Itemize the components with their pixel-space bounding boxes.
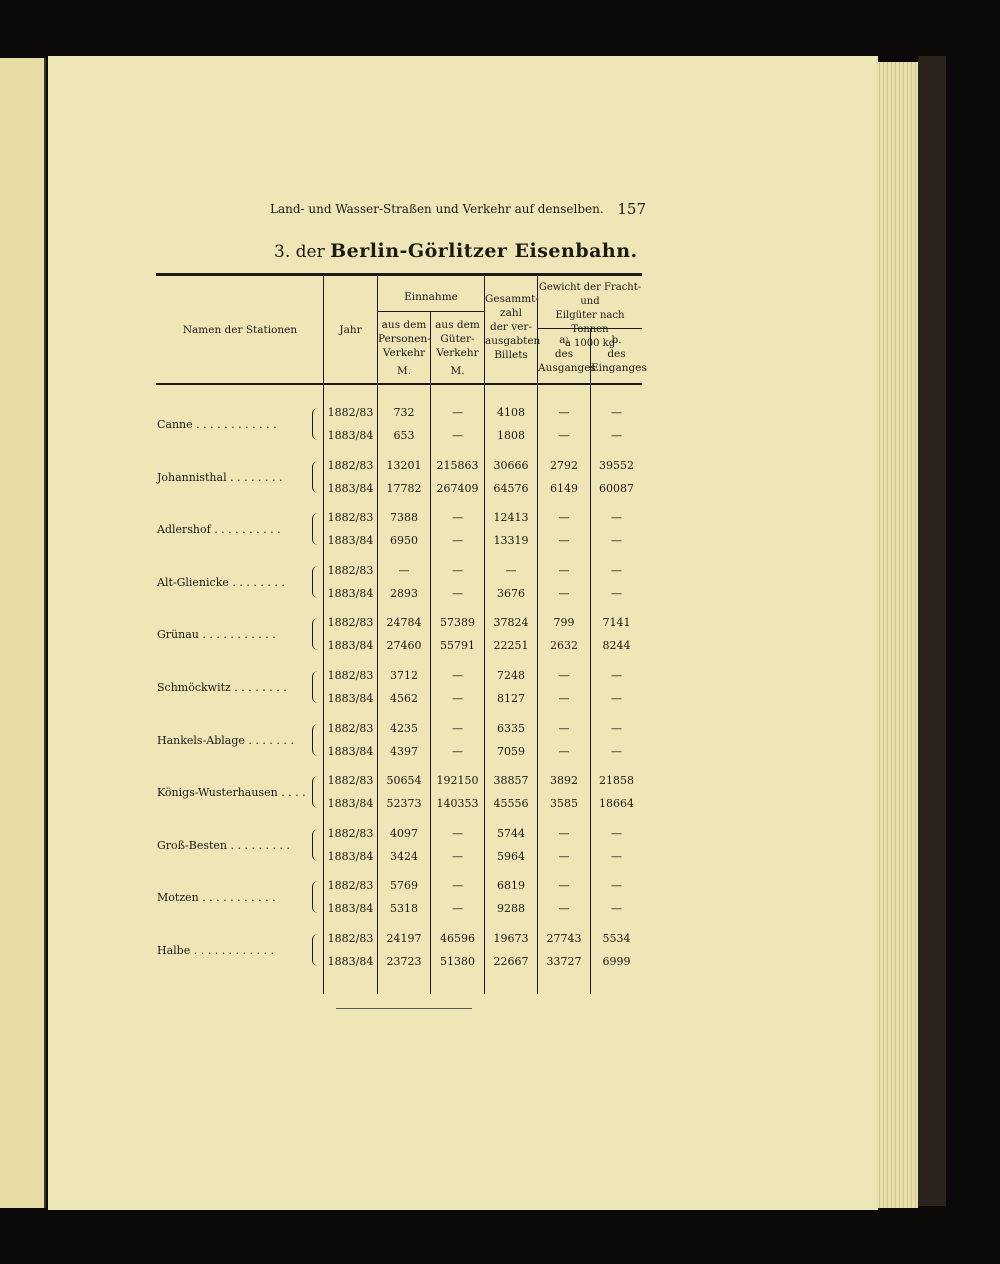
table-cell-year: 1882/83 — [327, 563, 374, 577]
table-cell-passenger: 3712 — [390, 669, 418, 682]
col-year-header: Jahr — [339, 324, 362, 336]
table-cell-out: — — [558, 563, 570, 577]
table-cell-year: 1882/83 — [327, 669, 374, 682]
table-cell-out: — — [558, 511, 570, 525]
station-name: Alt-Glienicke . . . . . . . . — [157, 575, 285, 589]
table-top-rule — [156, 273, 642, 276]
table-cell-goods: — — [452, 826, 463, 840]
table-cell-passenger: 3424 — [390, 849, 418, 863]
col-in-header: b. des Einganges — [591, 334, 647, 374]
row-brace — [312, 618, 321, 650]
station-name: Groß-Besten . . . . . . . . . — [157, 838, 290, 852]
table-cell-goods: — — [452, 511, 463, 525]
row-brace — [312, 776, 321, 808]
table-cell-tickets: 38857 — [493, 774, 529, 788]
table-cell-in: 39552 — [599, 458, 634, 472]
table-cell-tickets: 1808 — [497, 429, 525, 442]
table-cell-in: 6999 — [602, 955, 631, 968]
col-out-header: a. des Ausganges — [538, 334, 596, 374]
table-cell-goods: — — [452, 879, 463, 893]
table-cell-goods: 46596 — [440, 932, 475, 945]
col-passenger-header: aus dem Personen- Verkehr M. — [378, 319, 431, 377]
table-cell-year: 1883/84 — [327, 955, 374, 968]
table-cell-passenger: 50654 — [386, 774, 422, 788]
row-brace — [312, 829, 321, 861]
table-cell-tickets: 64576 — [493, 481, 529, 495]
table-cell-in: 21858 — [599, 774, 634, 788]
table-cell-year: 1883/84 — [327, 797, 374, 811]
station-name: Johannisthal . . . . . . . . — [157, 470, 283, 484]
table-cell-in: — — [611, 669, 622, 682]
table-cell-in: — — [611, 826, 622, 840]
table-cell-year: 1883/84 — [327, 481, 374, 495]
table-cell-out: — — [558, 429, 570, 442]
table-cell-goods: — — [452, 429, 463, 442]
table-cell-in: 7141 — [602, 616, 631, 630]
facing-page — [0, 58, 46, 1208]
table-cell-year: 1883/84 — [327, 849, 374, 863]
table-cell-tickets: 19673 — [493, 932, 529, 945]
station-name: Grünau . . . . . . . . . . . — [157, 628, 276, 642]
table-cell-out: — — [558, 826, 570, 840]
table-cell-out: — — [558, 669, 570, 682]
station-name: Schmöckwitz . . . . . . . . — [157, 681, 287, 694]
table-cell-goods: — — [452, 902, 463, 916]
table-cell-out: — — [558, 692, 570, 705]
page-number: 157 — [617, 200, 646, 218]
table-cell-passenger: 4097 — [390, 826, 418, 840]
table-cell-goods: — — [452, 744, 463, 758]
table-cell-tickets: 8127 — [497, 692, 525, 705]
table-cell-in: 8244 — [602, 639, 631, 653]
table-cell-in: — — [611, 879, 622, 893]
row-brace — [312, 724, 321, 756]
table-cell-tickets: 12413 — [493, 511, 529, 525]
col-tickets-header: Gesammt- zahl der ver- ausgabten Billets — [485, 293, 541, 361]
table-cell-passenger: 653 — [393, 429, 415, 442]
table-cell-goods: 192150 — [436, 774, 479, 788]
table-cell-in: — — [611, 692, 622, 705]
table-cell-goods: — — [452, 563, 463, 577]
table-cell-goods: 55791 — [440, 639, 475, 653]
station-name: Canne . . . . . . . . . . . . — [157, 418, 277, 431]
table-cell-out: 2792 — [550, 458, 578, 472]
table-cell-tickets: 6335 — [497, 721, 525, 735]
table-cell-passenger: 13201 — [386, 458, 422, 472]
table-cell-tickets: 30666 — [493, 458, 529, 472]
table-cell-tickets: 5964 — [497, 849, 525, 863]
table-cell-in: — — [611, 902, 622, 916]
station-name: Halbe . . . . . . . . . . . . — [157, 944, 275, 957]
table-cell-in: — — [611, 744, 622, 758]
table-cell-out: — — [558, 406, 570, 419]
table-cell-goods: 140353 — [436, 797, 479, 811]
row-brace — [312, 566, 321, 598]
table-cell-in: — — [611, 511, 622, 525]
table-cell-goods: 51380 — [440, 955, 475, 968]
table-cell-out: — — [558, 586, 570, 600]
table-cell-in: 18664 — [599, 797, 634, 811]
table-cell-in: — — [611, 721, 622, 735]
table-cell-year: 1883/84 — [327, 639, 374, 653]
table-cell-tickets: 13319 — [493, 534, 529, 548]
table-cell-in: — — [611, 429, 622, 442]
table-cell-in: 60087 — [599, 481, 634, 495]
row-brace — [312, 461, 321, 493]
income-rule — [377, 311, 484, 312]
row-brace — [312, 881, 321, 913]
table-cell-goods: 57389 — [440, 616, 475, 630]
table-cell-tickets: 9288 — [497, 902, 525, 916]
table-cell-in: — — [611, 586, 622, 600]
table-header-rule — [156, 383, 642, 385]
table-cell-passenger: 4562 — [390, 692, 418, 705]
station-name: Königs-Wusterhausen . . . . — [157, 786, 306, 800]
col-weight-header: Gewicht der Fracht- und Eilgüter nach Tonnen à 1000 kg — [538, 282, 642, 349]
table-cell-out: — — [558, 849, 570, 863]
table-cell-out: — — [558, 721, 570, 735]
table-cell-goods: — — [452, 534, 463, 548]
station-name: Hankels-Ablage . . . . . . . — [157, 733, 294, 747]
table-cell-tickets: 5744 — [497, 826, 525, 840]
table-cell-year: 1883/84 — [327, 744, 374, 758]
table-cell-passenger: 27460 — [386, 639, 422, 653]
table-cell-out: — — [558, 534, 570, 548]
table-cell-tickets: 7248 — [497, 669, 525, 682]
table-cell-in: — — [611, 563, 622, 577]
col-station-header: Namen der Stationen — [182, 324, 298, 336]
title-prefix: 3. der — [274, 242, 325, 262]
table-cell-passenger: 24784 — [386, 616, 422, 630]
table-cell-out: — — [558, 879, 570, 893]
table-cell-tickets: 45556 — [493, 797, 529, 811]
table-cell-passenger: 7388 — [390, 511, 418, 525]
table-cell-tickets: 6819 — [497, 879, 525, 893]
station-name: Motzen . . . . . . . . . . . — [157, 891, 276, 905]
col-income-header: Einnahme — [404, 291, 458, 303]
table-cell-goods: — — [452, 721, 463, 735]
table-cell-in: — — [611, 534, 622, 548]
table-cell-goods: 267409 — [436, 481, 479, 495]
book-cover — [918, 56, 946, 1206]
table-cell-goods: — — [452, 692, 463, 705]
table-cell-year: 1883/84 — [327, 429, 374, 442]
table-cell-year: 1882/83 — [327, 511, 374, 525]
table-cell-passenger: 2893 — [390, 586, 418, 600]
table-cell-passenger: — — [398, 563, 410, 577]
table-cell-out: — — [558, 902, 570, 916]
table-cell-passenger: 23723 — [386, 955, 422, 968]
table-cell-tickets: 22667 — [493, 955, 529, 968]
table-cell-year: 1883/84 — [327, 534, 374, 548]
table-cell-tickets: 37824 — [493, 616, 529, 630]
table-cell-goods: 215863 — [436, 458, 479, 472]
running-title: Land- und Wasser-Straßen und Verkehr auf denselben. — [270, 202, 604, 216]
table-cell-year: 1882/83 — [327, 458, 374, 472]
table-cell-year: 1882/83 — [327, 616, 374, 630]
table-cell-out: 2632 — [550, 639, 578, 653]
table-cell-out: 3892 — [550, 774, 578, 788]
section-title — [274, 240, 638, 262]
row-brace — [312, 671, 321, 703]
table-cell-goods: — — [452, 406, 463, 419]
table-cell-tickets: — — [505, 563, 517, 577]
railway-name: Berlin-Görlitzer Eisenbahn. — [330, 240, 638, 262]
table-cell-passenger: 6950 — [390, 534, 418, 548]
table-cell-goods: — — [452, 669, 463, 682]
table-cell-year: 1882/83 — [327, 826, 374, 840]
table-cell-in: — — [611, 849, 622, 863]
table-cell-passenger: 52373 — [386, 797, 422, 811]
table-cell-out: 799 — [553, 616, 575, 630]
table-cell-passenger: 732 — [393, 406, 415, 419]
table-cell-out: 33727 — [546, 955, 582, 968]
table-cell-passenger: 5318 — [390, 902, 418, 916]
table-cell-goods: — — [452, 849, 463, 863]
table-cell-year: 1883/84 — [327, 902, 374, 916]
table-cell-out: 3585 — [550, 797, 578, 811]
table-cell-year: 1882/83 — [327, 721, 374, 735]
table-cell-tickets: 4108 — [497, 406, 525, 419]
row-brace — [312, 408, 321, 440]
table-cell-year: 1882/83 — [327, 879, 374, 893]
table-cell-goods: — — [452, 586, 463, 600]
table-cell-passenger: 4235 — [390, 721, 418, 735]
table-cell-passenger: 4397 — [390, 744, 418, 758]
table-cell-out: 6149 — [550, 481, 578, 495]
table-cell-passenger: 5769 — [390, 879, 418, 893]
col-divider — [590, 328, 591, 994]
page-edges — [876, 62, 918, 1208]
table-cell-out: — — [558, 744, 570, 758]
table-cell-in: — — [611, 406, 622, 419]
row-brace — [312, 934, 321, 966]
table-cell-tickets: 7059 — [497, 744, 525, 758]
footer-rule — [336, 1008, 472, 1009]
station-name: Adlershof . . . . . . . . . . — [157, 523, 281, 537]
table-cell-year: 1882/83 — [327, 932, 374, 945]
row-brace — [312, 513, 321, 545]
col-goods-header: aus dem Güter- Verkehr M. — [435, 319, 480, 377]
table-cell-year: 1883/84 — [327, 586, 374, 600]
table-cell-passenger: 17782 — [386, 481, 422, 495]
table-cell-year: 1883/84 — [327, 692, 374, 705]
table-cell-year: 1882/83 — [327, 406, 374, 419]
table-cell-tickets: 3676 — [497, 586, 525, 600]
table-cell-passenger: 24197 — [386, 932, 422, 945]
table-cell-in: 5534 — [602, 932, 631, 945]
table-cell-year: 1882/83 — [327, 774, 374, 788]
table-cell-out: 27743 — [546, 932, 582, 945]
table-cell-tickets: 22251 — [493, 639, 529, 653]
